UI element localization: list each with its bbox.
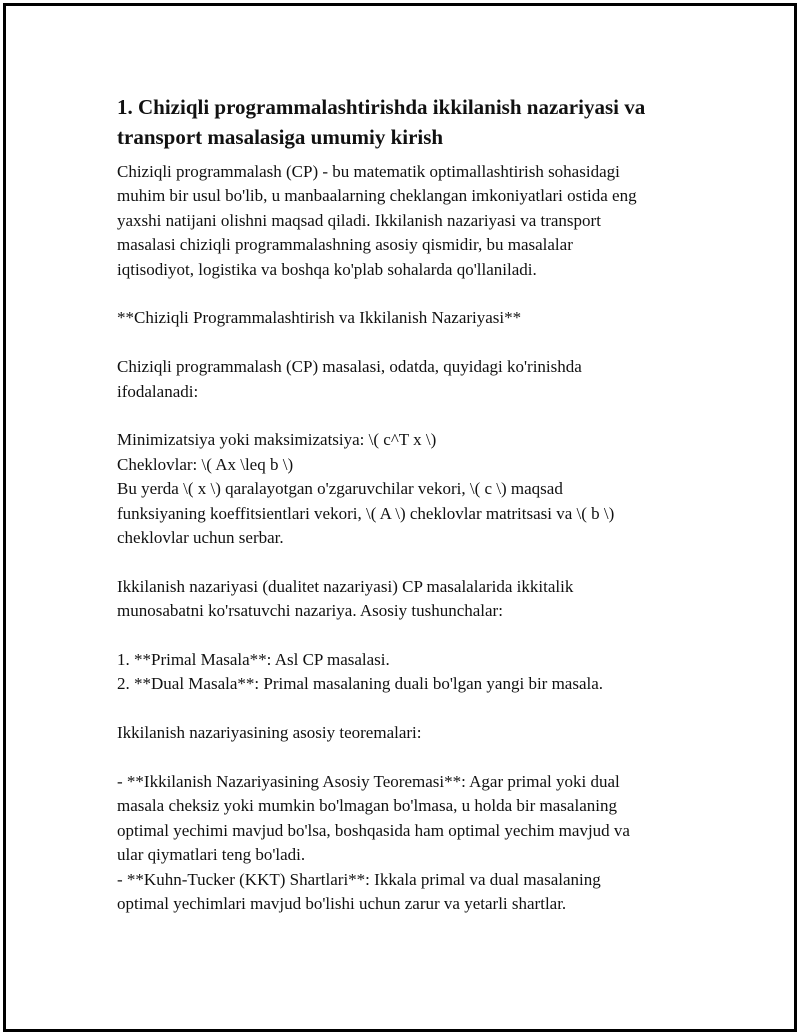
cp-form-paragraph	[117, 355, 687, 404]
formula-paragraph	[117, 428, 687, 550]
text-line: iqtisodiyot, logistika va boshqa ko'plab sohalarda qo'llaniladi.	[117, 259, 537, 279]
title-line: 1. Chiziqli programmalashtirishda ikkilanish nazariyasi va	[117, 95, 646, 119]
section-heading: **Chiziqli Programmalashtirish va Ikkilanish Nazariyasi**	[117, 308, 522, 328]
intro-paragraph	[117, 160, 687, 282]
text-line: Minimizatsiya yoki maksimizatsiya: \( c^T x \)	[117, 430, 437, 450]
list-item: 1. **Primal Masala**: Asl CP masalasi.	[117, 650, 390, 670]
text-line: cheklovlar uchun serbar.	[117, 528, 284, 548]
text-line: masalasi chiziqli programmalashning asosiy qismidir, bu masalalar	[117, 235, 573, 255]
document-body	[117, 92, 687, 916]
text-line: Cheklovlar: \( Ax \leq b \)	[117, 454, 294, 474]
text-line: Chiziqli programmalash (CP) masalasi, odatda, quyidagi ko'rinishda	[117, 357, 582, 377]
text-line: ifodalanadi:	[117, 381, 199, 401]
text-line: muhim bir usul bo'lib, u manbaalarning cheklangan imkoniyatlari ostida eng	[117, 186, 637, 206]
text-line: Ikkilanish nazariyasi (dualitet nazariyasi) CP masalalarida ikkitalik	[117, 576, 574, 596]
text-line: funksiyaning koeffitsientlari vekori, \( A \) cheklovlar matritsasi va \( b \)	[117, 503, 615, 523]
duality-paragraph	[117, 575, 687, 624]
list-item: 2. **Dual Masala**: Primal masalaning duali bo'lgan yangi bir masala.	[117, 674, 604, 694]
text-line: Chiziqli programmalash (CP) - bu matematik optimallashtirish sohasidagi	[117, 162, 620, 181]
text-line: Bu yerda \( x \) qaralayotgan o'zgaruvchilar vekori, \( c \) maqsad	[117, 479, 563, 499]
title-line: transport masalasiga umumiy kirish	[117, 125, 444, 149]
text-line: yaxshi natijani olishni maqsad qiladi. Ikkilanish nazariyasi va transport	[117, 210, 601, 230]
text-line: - **Kuhn-Tucker (KKT) Shartlari**: Ikkala primal va dual masalaning	[117, 869, 601, 889]
text-line: optimal yechimi mavjud bo'lsa, boshqasida ham optimal yechim mavjud va	[117, 820, 630, 840]
concept-list	[117, 648, 687, 697]
text-line: - **Ikkilanish Nazariyasining Asosiy Teoremasi**: Agar primal yoki dual	[117, 772, 620, 792]
text-line: munosabatni ko'rsatuvchi nazariya. Asosiy tushunchalar:	[117, 601, 503, 621]
theorem-list	[117, 770, 687, 916]
text-line: optimal yechimlari mavjud bo'lishi uchun zarur va yetarli shartlar.	[117, 894, 567, 914]
document-title	[117, 92, 687, 152]
theorems-intro: Ikkilanish nazariyasining asosiy teoremalari:	[117, 723, 422, 743]
text-line: masala cheksiz yoki mumkin bo'lmagan bo'lmasa, u holda bir masalaning	[117, 796, 617, 816]
text-line: ular qiymatlari teng bo'ladi.	[117, 845, 306, 865]
